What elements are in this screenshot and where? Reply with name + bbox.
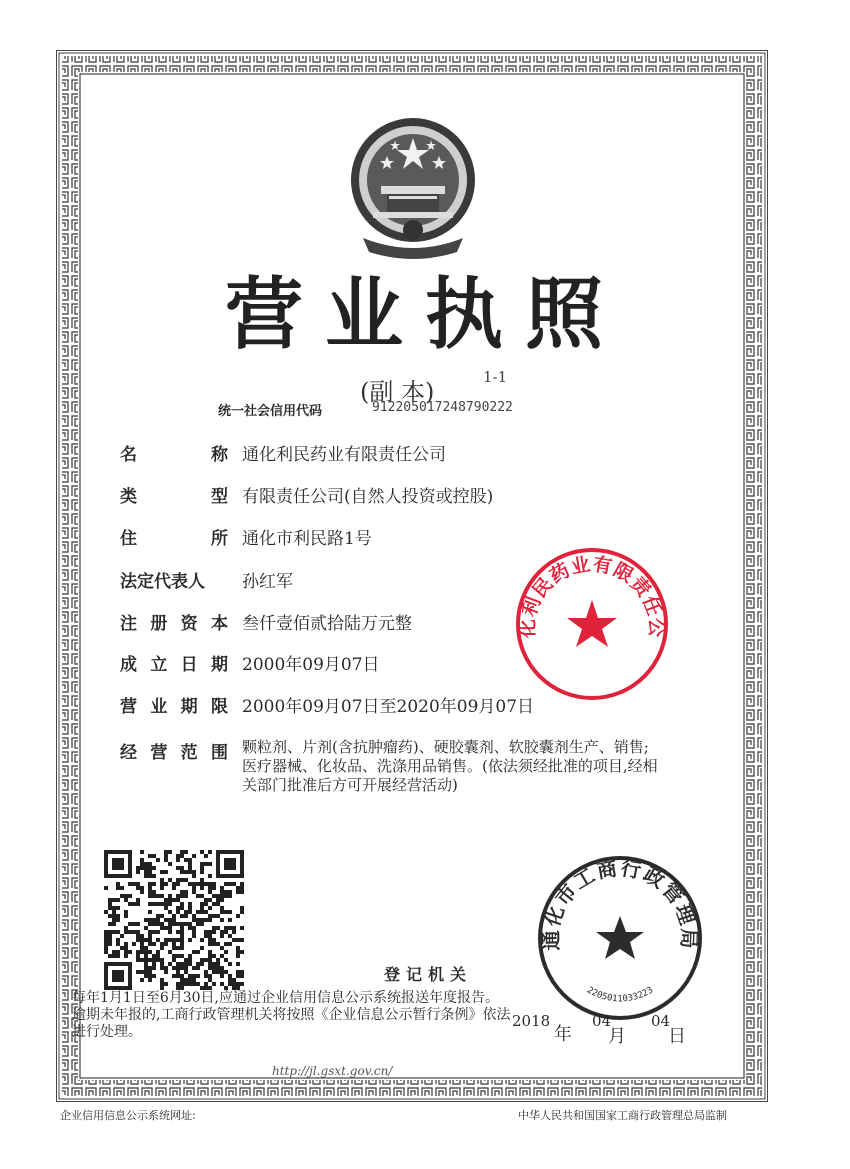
issue-month-unit: 月 [608,1026,626,1047]
issue-year: 2018 [512,1012,551,1030]
field-label: 类 型 [120,487,228,507]
field-label: 法定代表人 [120,572,205,592]
business-term: 2000年09月07日至2020年09月07日 [242,697,535,717]
field-label: 注 册 资 本 [120,614,228,634]
business-scope: 颗粒剂、片剂(含抗肿瘤药)、硬胶囊剂、软胶囊剂生产、销售;医疗器械、化妆品、洗涤用品销售。(依法须经批准的项目,经相关部门批准后方可开展经营活动) [242,738,658,794]
issue-month: 04 [592,1012,612,1030]
document-title: 营业执照 [224,270,625,360]
company-name: 通化利民药业有限责任公司 [242,445,446,465]
issue-day-unit: 日 [668,1026,686,1047]
field-label: 住 所 [120,529,228,549]
gsxt-url[interactable]: http://jl.gsxt.gov.cn/ [272,1064,393,1078]
authority-seal [534,852,706,1024]
footer-supervisor: 中华人民共和国国家工商行政管理总局监制 [518,1109,727,1122]
field-label: 营 业 期 限 [120,697,228,717]
authority-label: 登记机关 [384,965,473,984]
qr-code [104,850,244,990]
field-label: 名 称 [120,445,228,465]
copy-type: (副 本) [360,378,435,406]
credit-code-label: 统一社会信用代码 [218,404,323,419]
svg-text:2205011033223: 2205011033223 [584,985,656,1005]
legal-representative: 孙红军 [242,572,293,592]
company-address: 通化市利民路1号 [242,529,372,549]
field-label: 成 立 日 期 [120,655,228,675]
registered-capital: 叁仟壹佰贰拾陆万元整 [242,614,412,634]
copy-number: 1-1 [483,368,508,386]
established-date: 2000年09月07日 [242,655,380,675]
issue-day: 04 [651,1012,671,1030]
annual-report-notice: 每年1月1日至6月30日,应通过企业信用信息公示系统报送年度报告。逾期未年报的,工商行政管理机关将按照《企业信息公示暂行条例》依法进行处理。 [72,990,511,1040]
svg-text:通化市工商行政管理局: 通化市工商行政管理局 [538,855,702,951]
credit-code-value: 912205017248790222 [372,400,513,415]
company-type: 有限责任公司(自然人投资或控股) [242,487,494,507]
footer-url-label: 企业信用信息公示系统网址: [60,1109,196,1122]
national-emblem [343,108,483,260]
field-label: 经 营 范 围 [120,743,228,763]
company-seal [512,544,672,704]
issue-year-unit: 年 [554,1024,572,1045]
svg-text:通化利民药业有限责任公司: 化利民药业有限责任公 [516,553,668,639]
